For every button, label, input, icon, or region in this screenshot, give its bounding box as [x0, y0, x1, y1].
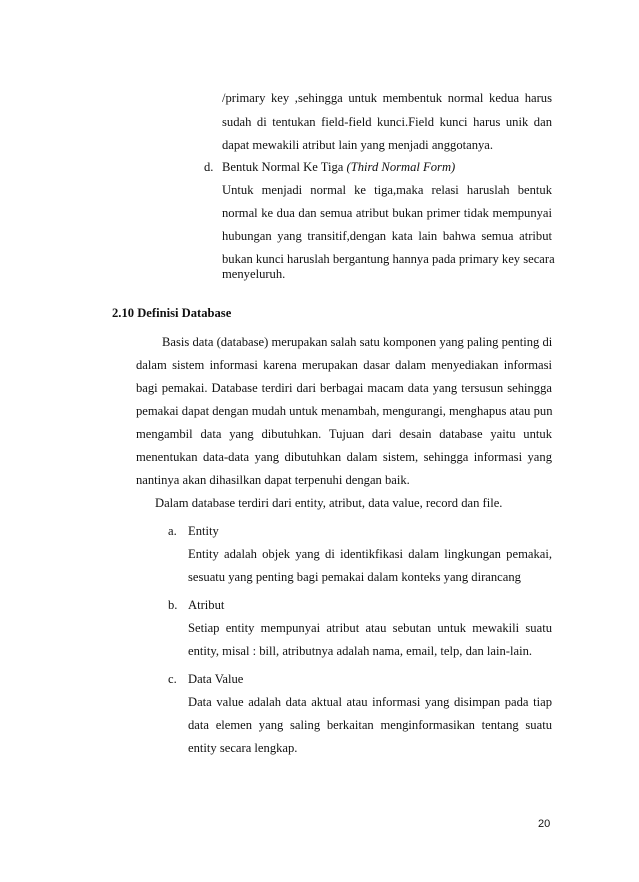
- body-line: Untuk menjadi normal ke tiga,maka relasi haruslah bentuk: [222, 183, 552, 197]
- body-line: Entity adalah objek yang di identikfikasi dalam lingkungan pemakai,: [188, 547, 552, 561]
- list-item-title: Atribut: [188, 598, 225, 612]
- body-line: bukan kunci haruslah bergantung hannya pada primary key secara: [222, 252, 555, 266]
- list-marker: b.: [168, 598, 178, 612]
- paragraph-line: Basis data (database) merupakan salah satu komponen yang paling penting di: [162, 335, 553, 349]
- list-item-title: [222, 159, 455, 175]
- list-marker: c.: [168, 672, 177, 686]
- body-line: normal ke dua dan semua atribut bukan primer tidak mempunyai: [222, 206, 552, 220]
- paragraph-line: pemakai dapat dengan mudah untuk menambah, mengurangi, menghapus atau pun: [136, 404, 553, 418]
- paragraph-line: bagi pemakai. Database terdiri dari berbagai macam data yang tersusun sehingga: [136, 381, 552, 395]
- body-line: entity secara lengkap.: [188, 741, 298, 755]
- body-line: hubungan yang transitif,dengan kata lain bahwa semua atribut: [222, 229, 552, 243]
- list-marker: d.: [204, 160, 214, 174]
- body-line: Data value adalah data aktual atau informasi yang disimpan pada tiap: [188, 695, 552, 709]
- body-line: sudah di tentukan field-field kunci.Field kunci harus unik dan: [222, 115, 552, 129]
- body-line: /primary key ,sehingga untuk membentuk normal kedua harus: [222, 91, 552, 105]
- body-line: menyeluruh.: [222, 267, 286, 281]
- list-marker: a.: [168, 524, 177, 538]
- list-item-title: Data Value: [188, 672, 244, 686]
- intro-line: Dalam database terdiri dari entity, atribut, data value, record dan file.: [155, 496, 503, 510]
- section-heading: 2.10 Definisi Database: [112, 306, 232, 320]
- body-line: entity, misal : bill, atributnya adalah nama, email, telp, dan lain-lain.: [188, 644, 533, 658]
- paragraph-line: mengambil data yang dibutuhkan. Tujuan dari desain database yaitu untuk: [136, 427, 552, 441]
- paragraph-line: nantinya akan dihasilkan dapat terpenuhi dengan baik.: [136, 473, 410, 487]
- paragraph-line: menentukan data-data yang dibutuhkan dalam sistem, sehingga informasi yang: [136, 450, 552, 464]
- body-line: Setiap entity mempunyai atribut atau sebutan untuk mewakili suatu: [188, 621, 552, 635]
- list-item-title: Entity: [188, 524, 219, 538]
- body-line: sesuatu yang penting bagi pemakai dalam konteks yang dirancang: [188, 570, 521, 584]
- title-text: Bentuk Normal Ke Tiga: [222, 160, 347, 174]
- body-line: dapat mewakili atribut lain yang menjadi anggotanya.: [222, 138, 494, 152]
- title-italic-text: (Third Normal Form): [346, 160, 456, 174]
- page-number: 20: [538, 818, 551, 830]
- paragraph-line: dalam sistem informasi karena merupakan dasar dalam menyediakan informasi: [136, 358, 552, 372]
- body-line: data elemen yang saling berkaitan menginformasikan tentang suatu: [188, 718, 552, 732]
